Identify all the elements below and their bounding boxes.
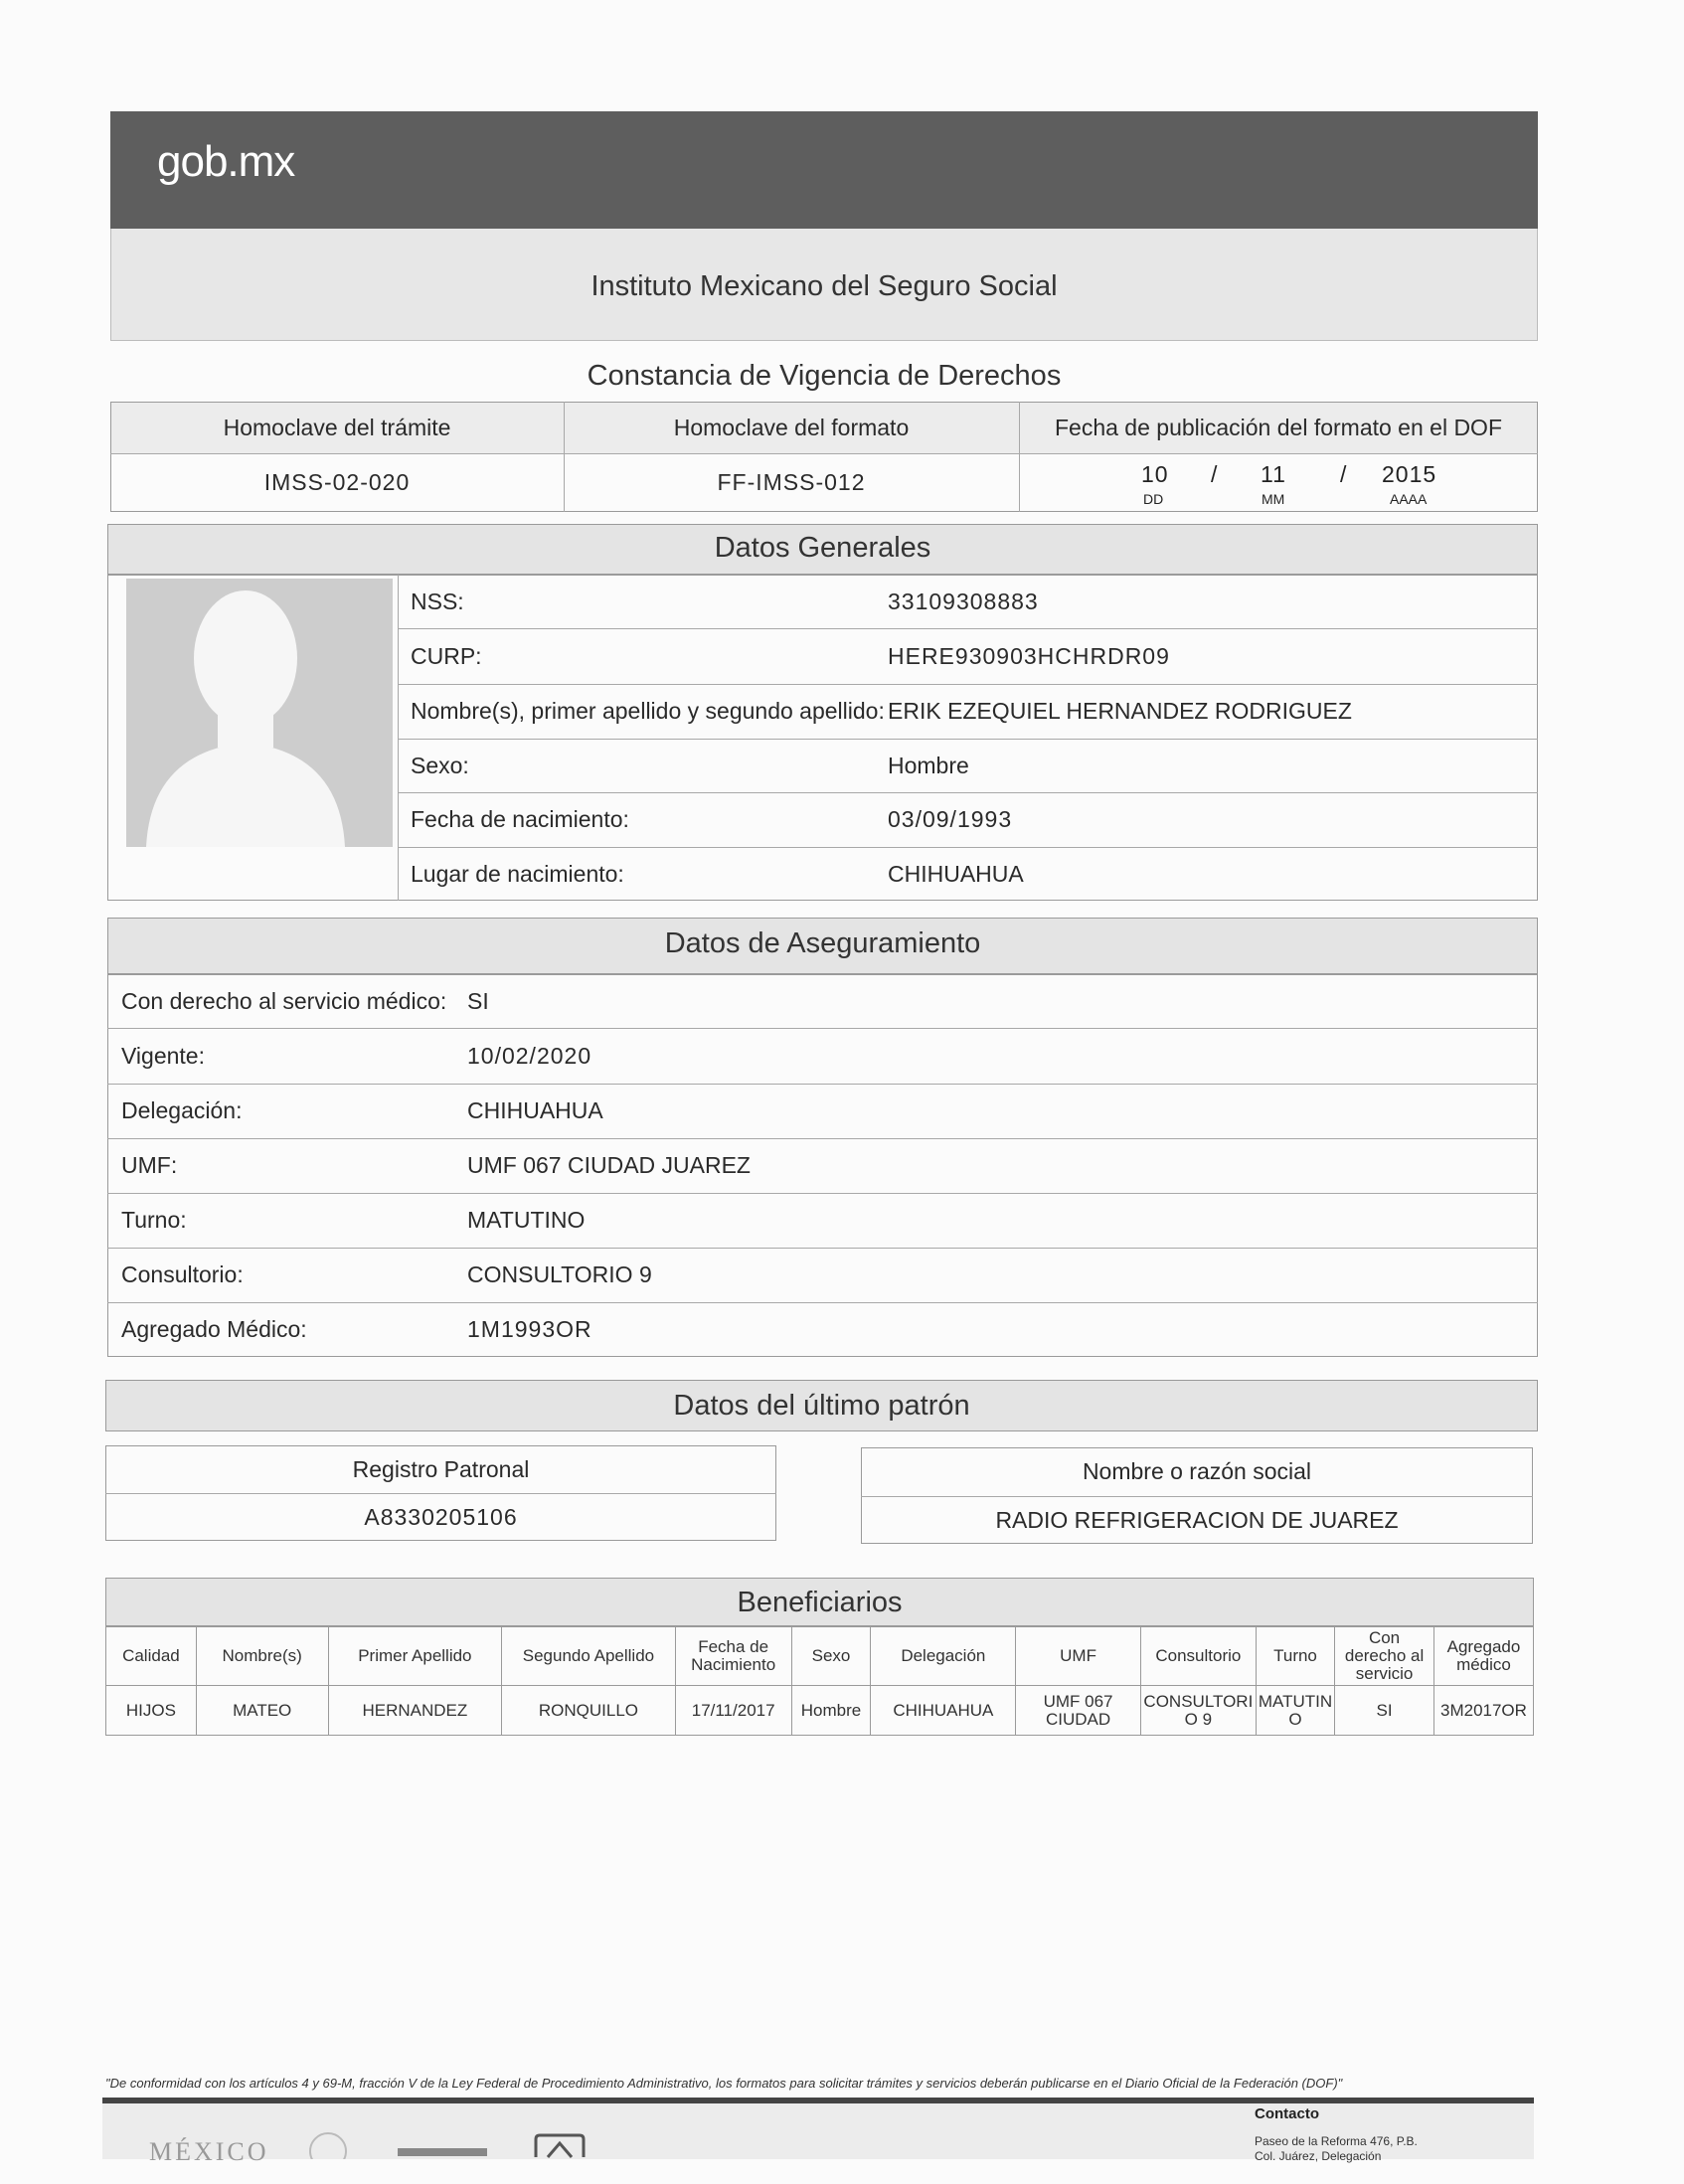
dd-label: DD [1143,491,1164,507]
col-turno: Turno [1256,1627,1334,1686]
registro-patronal-value: A8330205106 [364,1503,518,1530]
consultorio-label: Consultorio: [121,1261,244,1287]
beneficiarios-header-row [106,1627,1534,1686]
datos-aseguramiento-table [107,974,1538,1357]
turno-label: Turno: [121,1207,187,1233]
gobmx-logo: gob.mx [157,137,295,186]
curp-value: HERE930903HCHRDR09 [888,642,1170,669]
delegacion-value: CHIHUAHUA [467,1097,603,1123]
cell-delegacion: CHIHUAHUA [871,1686,1016,1736]
sexo-value: Hombre [888,752,969,778]
col-primer-apellido: Primer Apellido [328,1627,502,1686]
lugar-nacimiento-label: Lugar de nacimiento: [411,860,624,887]
cell-con-derecho: SI [1335,1686,1434,1736]
date-separator-1: / [1211,461,1218,487]
umf-value: UMF 067 CIUDAD JUAREZ [467,1152,751,1178]
cell-segundo-apellido: RONQUILLO [502,1686,676,1736]
fecha-nacimiento-value: 03/09/1993 [888,806,1013,832]
registro-patronal-label: Registro Patronal [352,1455,530,1482]
date-separator-2: / [1340,461,1347,487]
col-sexo: Sexo [791,1627,871,1686]
agregado-medico-value: 1M1993OR [467,1316,592,1342]
vigente-value: 10/02/2020 [467,1042,592,1069]
institution-name: Instituto Mexicano del Seguro Social [590,270,1058,302]
table-row [106,1686,1534,1736]
mexico-label: MÉXICO [149,2137,269,2166]
gobmx-banner [110,111,1538,229]
cell-consultorio: CONSULTORI O 9 [1140,1686,1256,1736]
contact-address-line2: Col. Juárez, Delegación [1255,2149,1382,2163]
homoclave-formato-value: FF-IMSS-012 [717,469,866,495]
fecha-publicacion-label: Fecha de publicación del formato en el DOF [1054,414,1503,440]
col-delegacion: Delegación [871,1627,1016,1686]
derecho-servicio-label: Con derecho al servicio médico: [121,987,447,1014]
person-silhouette-icon [126,579,393,847]
cell-calidad: HIJOS [106,1686,197,1736]
derecho-servicio-value: SI [467,987,489,1014]
homoclave-tramite-value: IMSS-02-020 [263,469,411,495]
sexo-label: Sexo: [411,752,469,778]
aaaa-label: AAAA [1390,491,1428,507]
ultimo-patron-title: Datos del último patrón [673,1390,970,1422]
legal-footnote: "De conformidad con los artículos 4 y 69-M, fracción V de la Ley Federal de Procedimiento Administrativo, los formatos para solicitar trámites y servicios deberán publicarse en el Diario Oficial de la Federación (DOF)" [105,2076,1343,2091]
mm-label: MM [1262,491,1285,507]
col-fecha-nacimiento: Fecha de Nacimiento [675,1627,791,1686]
profile-photo [126,579,393,847]
homoclave-formato-label: Homoclave del formato [673,414,910,440]
contact-address-line1: Paseo de la Reforma 476, P.B. [1255,2134,1418,2148]
date-day: 10 [1141,461,1169,487]
nombre-value: ERIK EZEQUIEL HERNANDEZ RODRIGUEZ [888,698,1352,724]
vigente-label: Vigente: [121,1042,205,1069]
lugar-nacimiento-value: CHIHUAHUA [888,860,1024,887]
cell-agregado-medico: 3M2017OR [1433,1686,1533,1736]
delegacion-label: Delegación: [121,1097,243,1123]
col-consultorio: Consultorio [1140,1627,1256,1686]
datos-generales-title: Datos Generales [714,532,931,564]
nss-value: 33109308883 [888,588,1039,614]
cell-umf: UMF 067 CIUDAD [1016,1686,1141,1736]
homoclave-tramite-label: Homoclave del trámite [223,414,451,440]
government-seal-icon [298,2127,358,2159]
cell-turno: MATUTIN O [1256,1686,1334,1736]
date-year: 2015 [1382,461,1437,487]
col-calidad: Calidad [106,1627,197,1686]
datos-aseguramiento-title: Datos de Aseguramiento [664,927,981,959]
razon-social-value: RADIO REFRIGERACION DE JUAREZ [995,1506,1399,1533]
date-month: 11 [1261,461,1286,487]
cell-primer-apellido: HERNANDEZ [328,1686,502,1736]
col-umf: UMF [1016,1627,1141,1686]
nombre-label: Nombre(s), primer apellido y segundo apellido: [411,698,885,724]
cell-fecha-nacimiento: 17/11/2017 [675,1686,791,1736]
umf-label: UMF: [121,1152,178,1178]
col-segundo-apellido: Segundo Apellido [502,1627,676,1686]
document-title: Constancia de Vigencia de Derechos [587,360,1062,392]
cell-sexo: Hombre [791,1686,871,1736]
col-agregado-medico: Agregado médico [1433,1627,1533,1686]
curp-label: CURP: [411,642,482,669]
col-con-derecho: Con derecho al servicio [1335,1627,1434,1686]
imss-logo-icon [532,2133,588,2159]
beneficiarios-title: Beneficiarios [737,1587,903,1618]
conamer-logo-icon [398,2142,487,2159]
fecha-nacimiento-label: Fecha de nacimiento: [411,806,629,832]
beneficiarios-table [105,1626,1534,1736]
razon-social-label: Nombre o razón social [1082,1458,1312,1484]
nss-label: NSS: [411,588,464,614]
col-nombres: Nombre(s) [196,1627,328,1686]
cell-nombres: MATEO [196,1686,328,1736]
agregado-medico-label: Agregado Médico: [121,1316,307,1342]
contact-title: Contacto [1255,2105,1319,2122]
turno-value: MATUTINO [467,1207,586,1233]
consultorio-value: CONSULTORIO 9 [467,1261,652,1287]
